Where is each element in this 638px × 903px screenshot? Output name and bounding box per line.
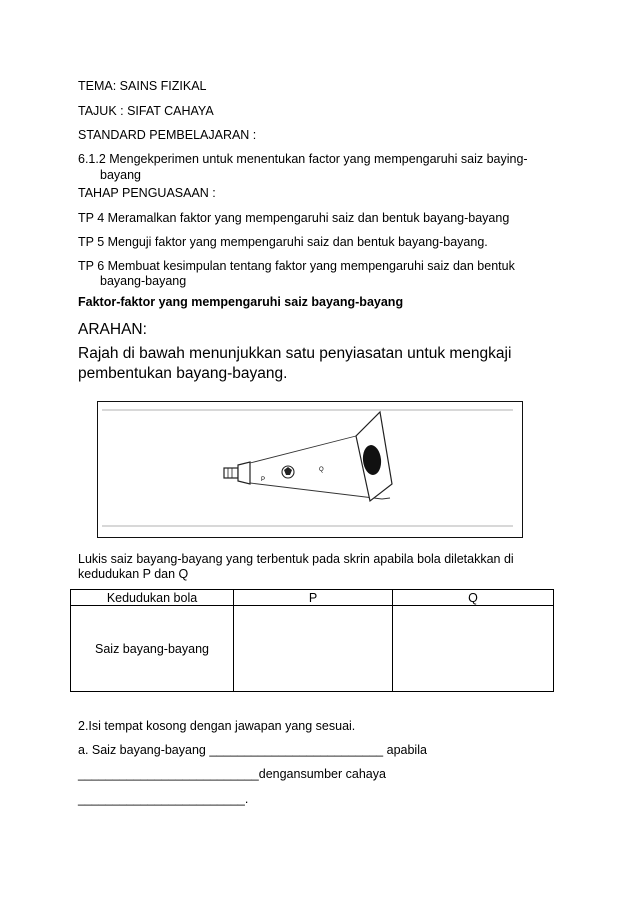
tema-text: TEMA: SAINS FIZIKAL	[78, 79, 207, 93]
answer-cell-p[interactable]	[234, 606, 393, 692]
header-kedudukan-bola: Kedudukan bola	[71, 590, 234, 606]
torch-icon	[224, 462, 250, 484]
ball-icon	[282, 466, 294, 478]
row-label-saiz: Saiz bayang-bayang	[71, 606, 234, 692]
arahan-line1: Rajah di bawah menunjukkan satu penyiasatan untuk mengkaji	[78, 345, 512, 362]
subheading: Faktor-faktor yang mempengaruhi saiz bayang-bayang	[78, 295, 404, 309]
question1-line1: Lukis saiz bayang-bayang yang terbentuk pada skrin apabila bola diletakkan di	[78, 552, 514, 566]
screen-icon	[356, 412, 392, 501]
kedudukan-table	[70, 589, 554, 692]
standard-item-line1: 6.1.2 Mengekperimen untuk menentukan factor yang mempengaruhi saiz baying-	[78, 152, 528, 166]
arahan-line2: pembentukan bayang-bayang.	[78, 365, 288, 382]
tp5-text: TP 5 Menguji faktor yang mempengaruhi saiz dan bentuk bayang-bayang.	[78, 235, 488, 249]
label-q: Q	[319, 467, 324, 473]
question2-title: 2.Isi tempat kosong dengan jawapan yang sesuai.	[78, 719, 356, 733]
table-row	[71, 606, 554, 692]
light-ray-upper	[250, 436, 356, 463]
arahan-title: ARAHAN:	[78, 321, 147, 338]
question2-line-a: a. Saiz bayang-bayang _________________________ apabila	[78, 743, 427, 757]
header-q: Q	[393, 590, 554, 606]
tahap-heading: TAHAP PENGUASAAN :	[78, 186, 216, 200]
light-ray-lower	[250, 483, 382, 499]
question1-line2: kedudukan P dan Q	[78, 567, 189, 581]
experiment-figure	[97, 401, 523, 538]
tp6-line1: TP 6 Membuat kesimpulan tentang faktor yang mempengaruhi saiz dan bentuk	[78, 259, 515, 273]
experiment-diagram	[98, 402, 521, 536]
label-p: P	[261, 477, 266, 483]
standard-item-line2: bayang	[100, 168, 142, 182]
table-header-row	[71, 590, 554, 606]
question2-line-b: __________________________dengansumber cahaya	[78, 767, 386, 781]
tp6-line2: bayang-bayang	[100, 274, 187, 288]
answer-cell-q[interactable]	[393, 606, 554, 692]
standard-heading: STANDARD PEMBELAJARAN :	[78, 128, 257, 142]
screen-ray-lower	[382, 498, 390, 499]
tajuk-text: TAJUK : SIFAT CAHAYA	[78, 104, 214, 118]
tp4-text: TP 4 Meramalkan faktor yang mempengaruhi saiz dan bentuk bayang-bayang	[78, 211, 510, 225]
header-p: P	[234, 590, 393, 606]
question2-line-c: ________________________.	[78, 792, 249, 806]
